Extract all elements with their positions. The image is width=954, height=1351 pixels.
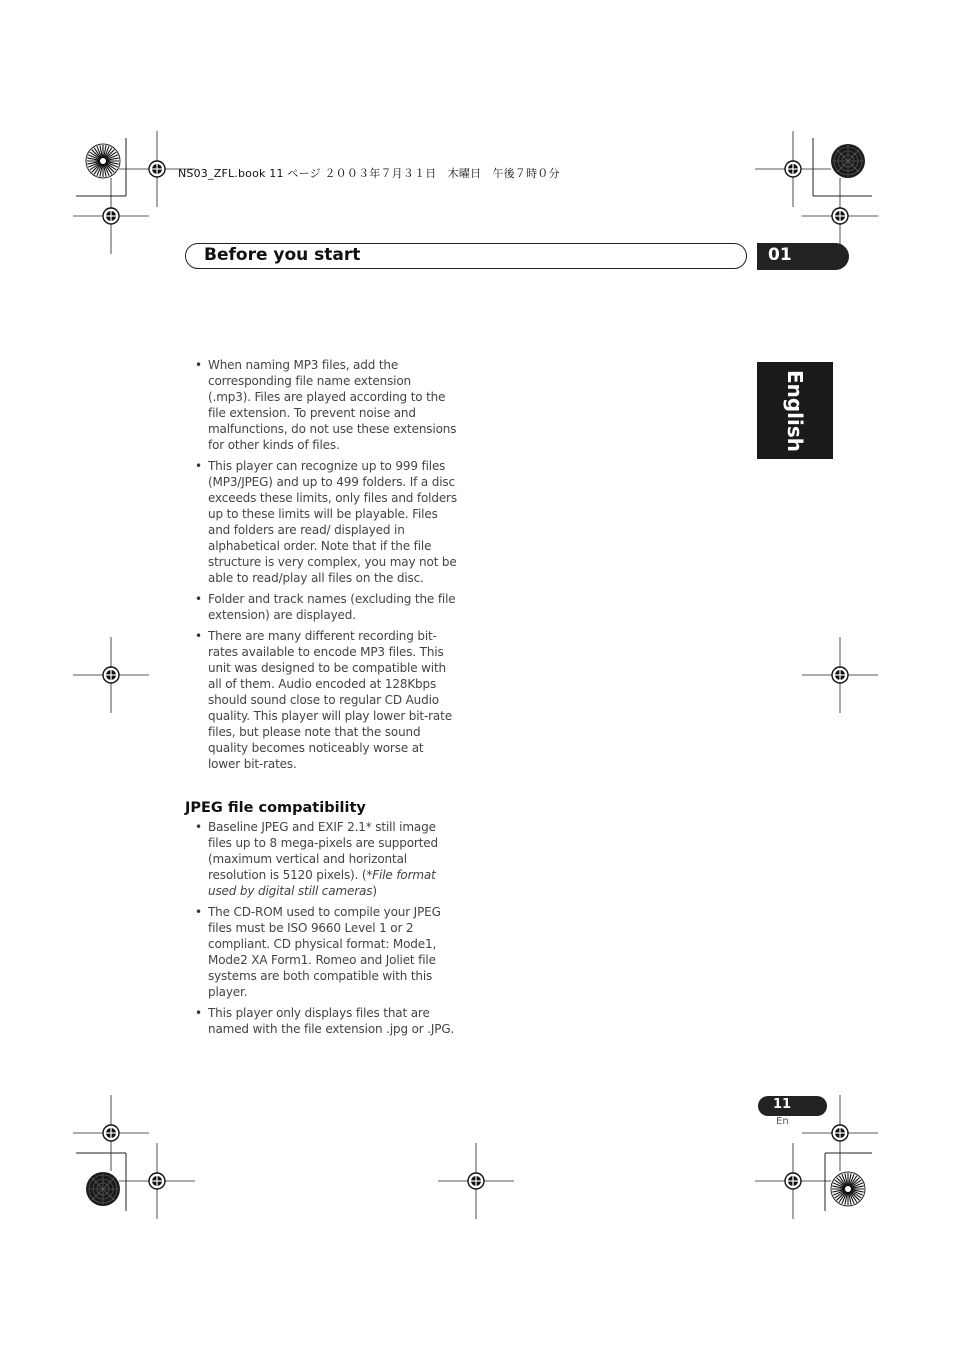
crosshair-mark-icon — [755, 1143, 831, 1219]
list-item: • There are many different recording bit-rates available to encode MP3 files. This unit was designed to be compatible with all of them. Audio encoded at 128Kbps should sound close to regular CD Audio quality. This player will play lower bit-rate files, but please note that the sound quality becomes noticeably worse at lower bit-rates. — [185, 628, 457, 772]
language-tab — [757, 362, 833, 459]
jpeg-notes-list — [185, 819, 457, 1037]
starburst-mark-icon — [831, 1172, 865, 1206]
registration-disc-icon — [831, 144, 865, 178]
page-number: 11 — [773, 1097, 792, 1112]
crosshair-mark-icon — [802, 637, 878, 713]
chapter-title-bar — [185, 243, 747, 269]
print-header: NS03_ZFL.book 11 ページ ２００３年７月３１日 木曜日 午後７時０分 — [178, 167, 560, 180]
registration-disc-icon — [86, 1172, 120, 1206]
footnote-text: File format used by digital still cameras — [208, 868, 436, 898]
language-tab-label: English — [783, 369, 807, 452]
section-heading: JPEG file compatibility — [185, 800, 366, 816]
crosshair-mark-icon — [73, 637, 149, 713]
list-item-text-end: ) — [372, 884, 377, 898]
chapter-title: Before you start — [204, 245, 361, 265]
list-item: • When naming MP3 files, add the corresponding file name extension (.mp3). Files are played according to the file extension. To prevent noise and malfunctions, do not use these extensions for other kinds of files. — [185, 357, 457, 453]
starburst-mark-icon — [86, 144, 120, 178]
list-item: • The CD-ROM used to compile your JPEG files must be ISO 9660 Level 1 or 2 compliant. CD physical format: Mode1, Mode2 XA Form1. Romeo and Joliet file systems are both compatible with this player. — [185, 904, 457, 1000]
list-item: • This player only displays files that are named with the file extension .jpg or .JPG. — [185, 1005, 457, 1037]
chapter-number: 01 — [768, 245, 792, 265]
main-content — [185, 357, 457, 1042]
chapter-number-badge — [757, 243, 849, 270]
crosshair-mark-icon — [73, 178, 149, 254]
page-number-badge — [758, 1096, 827, 1116]
page-language-code: En — [776, 1116, 789, 1127]
list-item: • This player can recognize up to 999 files (MP3/JPEG) and up to 499 folders. If a disc exceeds these limits, only files and folders up to these limits will be playable. Files and folders are read/ displayed in alphabetical order. Note that if the file structure is very complex, you may not be able to read/play all files on the disc. — [185, 458, 457, 586]
crosshair-mark-icon — [438, 1143, 514, 1219]
mp3-notes-list — [185, 357, 457, 772]
crosshair-mark-icon — [73, 1095, 149, 1171]
list-item-text: Baseline JPEG and EXIF 2.1* still image files up to 8 mega-pixels are supported (maximum vertical and horizontal resolution is 5120 pixels). (* — [208, 820, 438, 882]
list-item: • Folder and track names (excluding the file extension) are displayed. — [185, 591, 457, 623]
list-item — [185, 819, 457, 899]
crosshair-mark-icon — [119, 1143, 195, 1219]
